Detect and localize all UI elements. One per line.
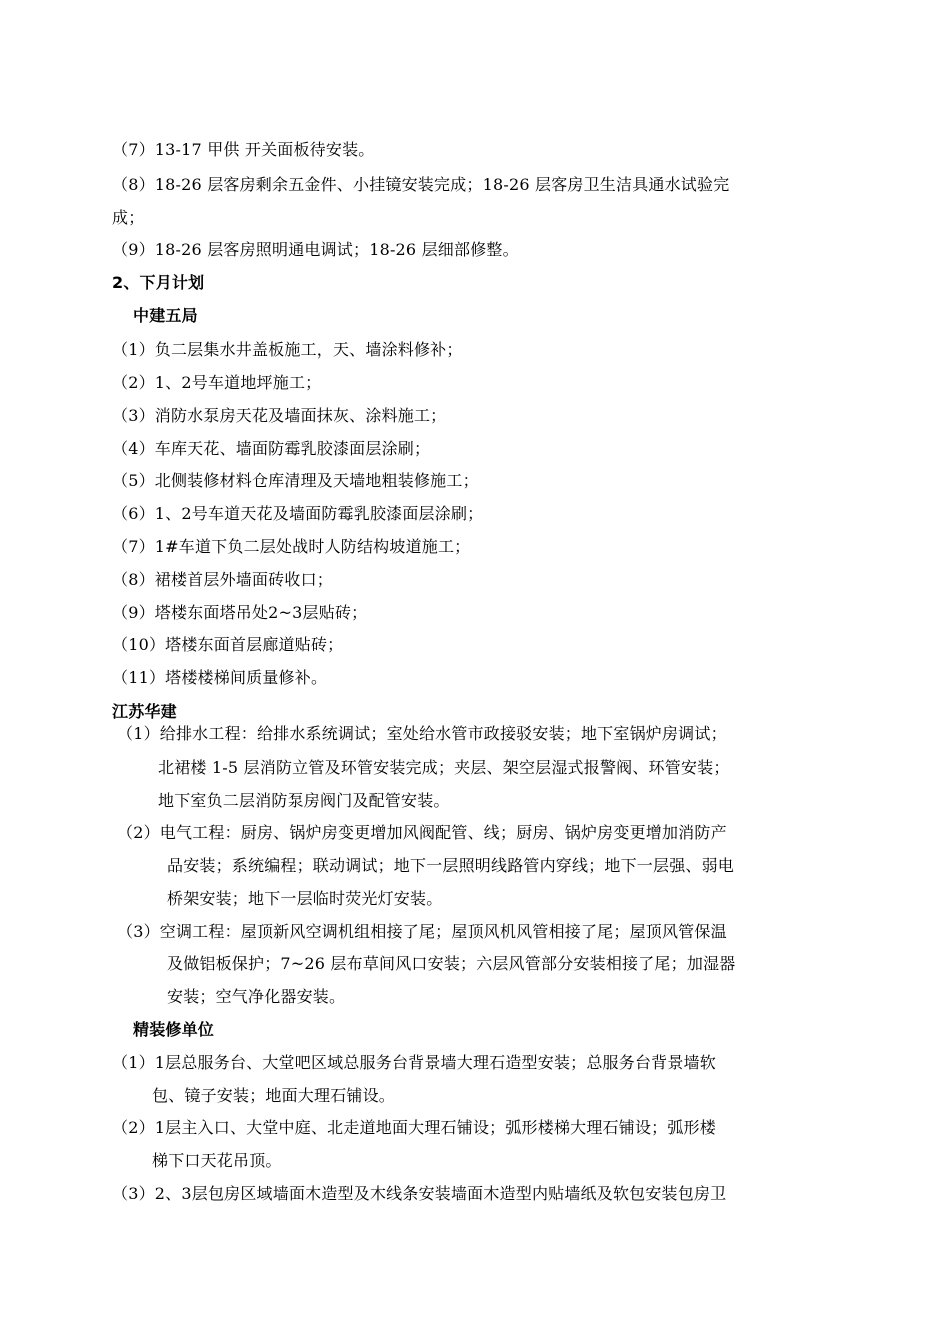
jiangsu-item-3-cont: 安装；空气净化器安装。 [167, 987, 346, 1006]
zhongjian-item: （6）1、2号车道天花及墙面防霉乳胶漆面层涂刷； [112, 504, 484, 523]
jiangsu-item-2-cont: 桥架安装；地下一层临时荧光灯安装。 [167, 889, 443, 908]
jingzhuang-item-1: （1）1层总服务台、大堂吧区域总服务台背景墙大理石造型安装；总服务台背景墙软 [112, 1053, 716, 1072]
zhongjian-item: （11）塔楼楼梯间质量修补。 [112, 668, 328, 687]
zhongjian-item: （9）塔楼东面塔吊处2~3层贴砖； [112, 603, 368, 622]
zhongjian-item: （1）负二层集水井盖板施工，天、墙涂料修补； [112, 340, 463, 359]
zhongjian-item: （10）塔楼东面首层廊道贴砖； [112, 635, 344, 654]
prev-item-8: （8）18-26 层客房剩余五金件、小挂镜安装完成；18-26 层客房卫生洁具通水试验完 [112, 175, 730, 194]
jiangsu-item-1-cont: 地下室负二层消防泵房阀门及配管安装。 [158, 791, 450, 810]
jiangsu-item-2: （2）电气工程：厨房、锅炉房变更增加风阀配管、线；厨房、锅炉房变更增加消防产 [117, 823, 727, 842]
jingzhuang-title: 精装修单位 [133, 1020, 215, 1039]
jiangsu-item-2-cont: 品安装；系统编程；联动调试；地下一层照明线路管内穿线；地下一层强、弱电 [167, 856, 735, 875]
prev-item-7: （7）13-17 甲供 开关面板待安装。 [112, 140, 375, 159]
zhongjian-item: （7）1#车道下负二层处战时人防结构坡道施工； [112, 537, 471, 556]
prev-item-9: （9）18-26 层客房照明通电调试；18-26 层细部修整。 [112, 240, 519, 259]
zhongjian-item: （2）1、2号车道地坪施工； [112, 373, 322, 392]
jiangsu-item-3: （3）空调工程：屋顶新风空调机组相接了尾；屋顶风机风管相接了尾；屋顶风管保温 [117, 922, 727, 941]
jiangsu-item-1: （1）给排水工程：给排水系统调试；室处给水管市政接驳安装；地下室锅炉房调试； [117, 724, 727, 743]
section-title: 2、下月计划 [112, 273, 205, 292]
zhongjian-item: （5）北侧装修材料仓库清理及天墙地粗装修施工； [112, 471, 479, 490]
jingzhuang-item-2-cont: 梯下口天花吊顶。 [152, 1151, 282, 1170]
jiangsu-item-1-cont: 北裙楼 1-5 层消防立管及环管安装完成；夹层、架空层湿式报警阀、环管安装； [158, 758, 730, 777]
jingzhuang-item-3: （3）2、3层包房区域墙面木造型及木线条安装墙面木造型内贴墙纸及软包安装包房卫 [112, 1184, 727, 1203]
zhongjian-item: （8）裙楼首层外墙面砖收口； [112, 570, 333, 589]
zhongjian-title: 中建五局 [133, 306, 198, 325]
zhongjian-item: （4）车库天花、墙面防霉乳胶漆面层涂刷； [112, 439, 431, 458]
jingzhuang-item-2: （2）1层主入口、大堂中庭、北走道地面大理石铺设；弧形楼梯大理石铺设；弧形楼 [112, 1118, 716, 1137]
zhongjian-item: （3）消防水泵房天花及墙面抹灰、涂料施工； [112, 406, 447, 425]
jiangsu-item-3-cont: 及做铝板保护；7~26 层布草间风口安装；六层风管部分安装相接了尾；加湿器 [167, 954, 736, 973]
jingzhuang-item-1-cont: 包、镜子安装；地面大理石铺设。 [152, 1086, 396, 1105]
prev-item-8-cont: 成； [112, 208, 145, 227]
jiangsu-title: 江苏华建 [112, 702, 177, 721]
